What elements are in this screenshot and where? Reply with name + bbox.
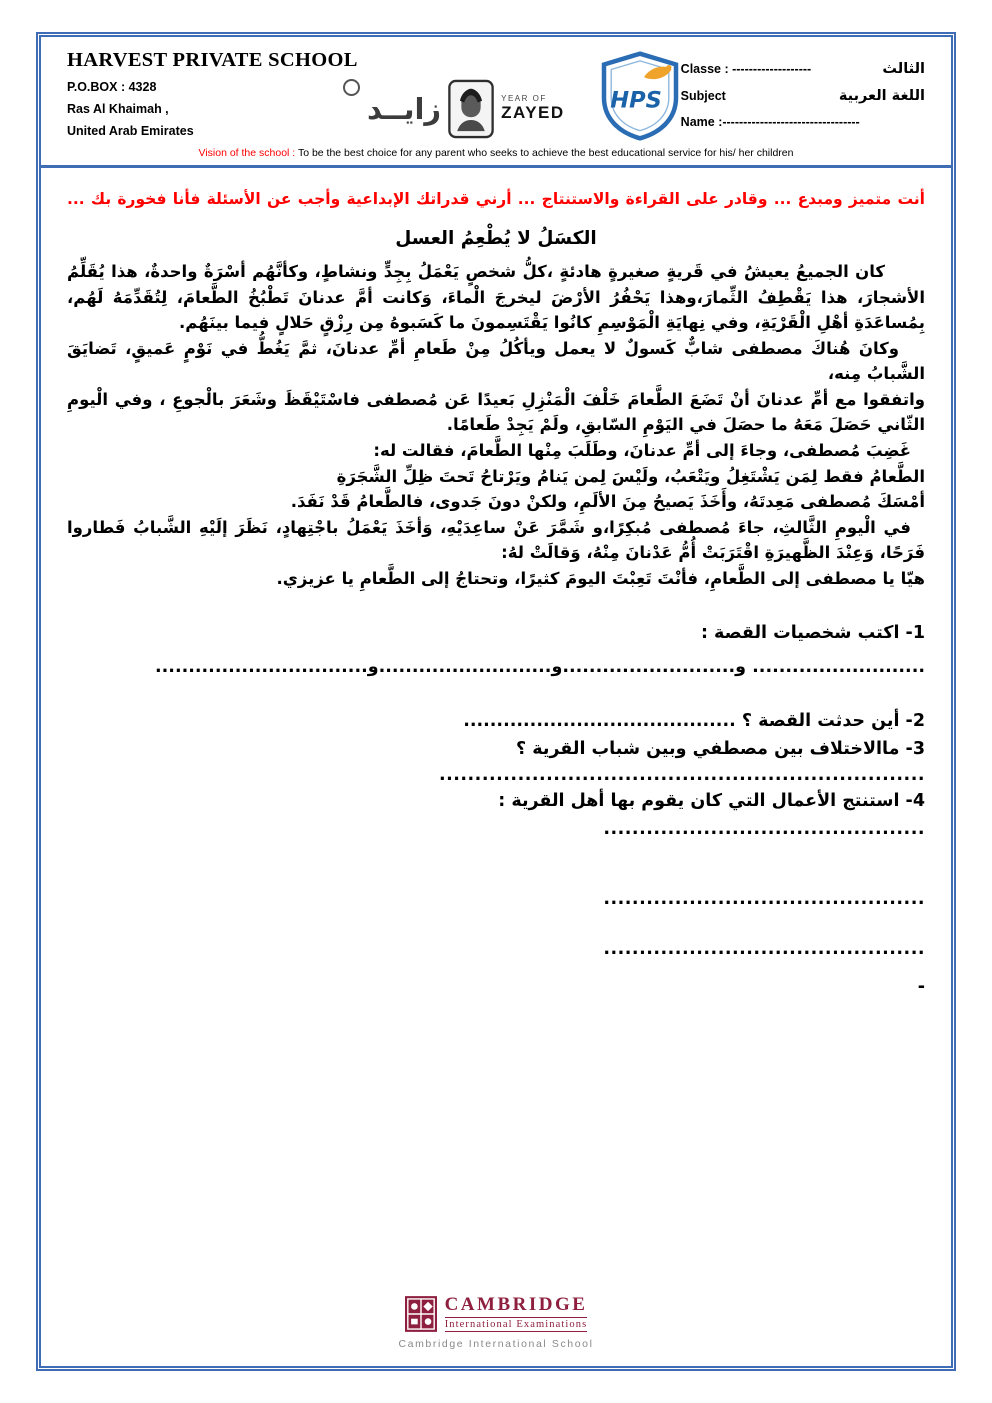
story-text: [67, 259, 925, 591]
header-divider: [41, 165, 951, 168]
questions-section: [67, 623, 925, 997]
question-2: [67, 711, 925, 731]
story-title: الكسَلُ لا يُطْعِمُ العسل: [395, 228, 597, 249]
story-paragraph: أمْسَكَ مُصطفى مَعِدتَهُ، وأَخَذَ يَصيحُ مِنَ الألَمِ، ولكنْ دونَ جَدوى، فالطَّعامُ قَدْ نَفَدَ.: [290, 492, 925, 512]
page-border-frame: [36, 32, 956, 1371]
cambridge-subtitle: International Examinations: [444, 1319, 588, 1330]
classe-row: [681, 61, 925, 77]
story-paragraph: الطَّعامُ فقط لِمَن يَشْتَغِلُ ويَتْعَبُ، ولَيْسَ لِمن يَنامُ ويَرْتاحُ تَحتَ ظِلِّ الشَّجَرَةِ: [336, 466, 925, 486]
zayed-seal-icon: [343, 79, 360, 96]
cambridge-emblem-icon: [405, 1296, 437, 1332]
page-header: [67, 49, 925, 145]
hps-shield-logo: [599, 51, 681, 145]
school-name: HARVEST PRIVATE SCHOOL: [67, 49, 358, 71]
worksheet-content: [67, 190, 925, 997]
hps-logo-text: HPS: [609, 87, 662, 114]
year-of-label: YEAR OF: [501, 94, 547, 104]
question-3: 3- ماالاختلاف بين مصطفي وبين شباب القرية ؟: [515, 739, 925, 760]
question-4-answer-line-2: .............................................: [603, 889, 925, 910]
classe-value: الثالث: [882, 61, 925, 77]
name-row: [681, 115, 925, 129]
vision-label: Vision of the school :: [198, 147, 296, 159]
subject-label: Subject: [680, 89, 726, 103]
hps-shield-icon: [599, 51, 681, 141]
story-paragraph: غَضِبَ مُصطفى، وجاءَ إلى أمِّ عدنانَ، وطَلَبَ مِنْها الطَّعامَ، فقالت له:: [373, 440, 911, 460]
year-of-zayed-logo: [343, 79, 565, 139]
school-pobox: P.O.BOX : 4328: [67, 80, 157, 94]
zayed-arabic-text: زايــد: [367, 91, 442, 126]
question-3-answer-line: ....................................................................: [438, 765, 925, 786]
question-1-answer-line: .......................... و..........................و..........................و................................: [155, 657, 925, 678]
question-1: 1- اكتب شخصيات القصة :: [700, 623, 925, 644]
cambridge-logo: [405, 1295, 588, 1332]
zayed-label: ZAYED: [501, 103, 565, 123]
question-4: 4- استنتج الأعمال التي كان يقوم بها أهل القرية :: [498, 791, 925, 812]
school-country: United Arab Emirates: [67, 124, 194, 138]
school-info: [67, 49, 358, 138]
story-paragraph: في الْيومِ الثَّالثِ، جاءَ مُصطفى مُبكِرًا،و شَمَّرَ عَنْ ساعِدَيْهِ، وَأخَذَ يَعْمَلُ باجْتِهادٍ، نَظَرَ إلَيْهِ الشَّبابُ فَطاروا فَرَحًا، وَعِنْدَ الظَّهيرَةِ اقْتَرَبَتْ أُمُّ عَدْنانَ مِنْهُ، وَقالَتْ لهُ:: [67, 517, 925, 563]
subject-value: اللغة العربية: [838, 88, 925, 104]
zayed-wordmark: [501, 95, 565, 122]
subject-row: [681, 88, 925, 104]
vision-line: [67, 147, 925, 159]
student-fields: [681, 49, 925, 140]
question-4-answer-line-1: .............................................: [603, 819, 925, 840]
zayed-portrait-icon: [448, 79, 494, 139]
school-city: Ras Al Khaimah ,: [67, 102, 169, 116]
page-footer: [41, 1295, 951, 1350]
story-paragraph: واتفقوا مع أمِّ عدنانَ أنْ تَضَعَ الطَّعامَ خَلْفَ الْمَنْزِلِ بَعيدًا عَن مُصطفى فاسْتَيْقَظَ وشَعَرَ بالْجوعِ ، وفي الْيومِ الثّاني حَصَلَ مَعَهُ ما حصَلَ في اليَوْمِ السّابقِ، ولَمْ يَجِدْ طَعامًا.: [67, 389, 925, 435]
cambridge-wordmark: [445, 1295, 588, 1332]
story-paragraph: وكانَ هُناكَ مصطفى شابٌّ كَسولٌ لا يعمل ويأكُلُ مِنْ طَعامِ أمِّ عدنانَ، ثمَّ يَغُطُّ في نَوْمٍ عَميقٍ، تَضايَقَ الشَّبابُ مِنه،: [67, 338, 925, 384]
question-4-answer-line-3: .............................................: [603, 939, 925, 960]
cambridge-school-caption: Cambridge International School: [398, 1338, 594, 1350]
encouragement-message: أنت متميز ومبدع ... وقادر على القراءة والاستنتاج ... أرني قدراتك الإبداعية وأجب عن الأسئلة فأنا فخورة بك ...: [67, 190, 925, 208]
question-2-text: 2- أين حدثت القصة ؟: [741, 711, 925, 732]
name-label: Name :---------------------------------: [680, 115, 860, 129]
classe-label: Classe : -------------------: [680, 62, 812, 76]
story-paragraph: هيّا يا مصطفى إلى الطَّعامِ، فأنْتَ تَعِبْتَ اليومَ كثيرًا، وتحتاجُ إلى الطَّعامِ يا عزيزي.: [276, 568, 925, 588]
question-2-answer-line: .........................................: [463, 711, 736, 732]
vision-text: To be the best choice for any parent who seeks to achieve the best educational service for his/ her children: [297, 147, 794, 159]
trailing-dash: -: [917, 977, 925, 998]
story-paragraph: كان الجميعُ يعيشُ في قَريةٍ صغيرةٍ هادئةٍ ،كلُّ شخصٍ يَعْمَلُ بِجِدٍّ ونشاطٍ، وكأنَّهُم أسْرَةٌ واحدةٌ، هذا يُقَلِّمُ الأشجارَ، هذا يَقْطِفُ الثِّمارَ،وهذا يَحْفُرُ الأرْضَ ليخرجَ الْماءَ، وَكانت أمَّ عدنانَ تَطْبُخُ الطَّعامَ، لِتُقَدِّمَهُ لَهُم، بِمُساعَدَةِ أهْلِ الْقَرْيَةِ، وفي نِهايَةِ الْمَوْسِمِ كانُوا يَقْتَسِمونَ ما كَسَبوهُ مِن رِزْقٍ حَلالٍ فيما بينَهُم.: [67, 262, 925, 333]
cambridge-title: CAMBRIDGE: [444, 1294, 588, 1315]
